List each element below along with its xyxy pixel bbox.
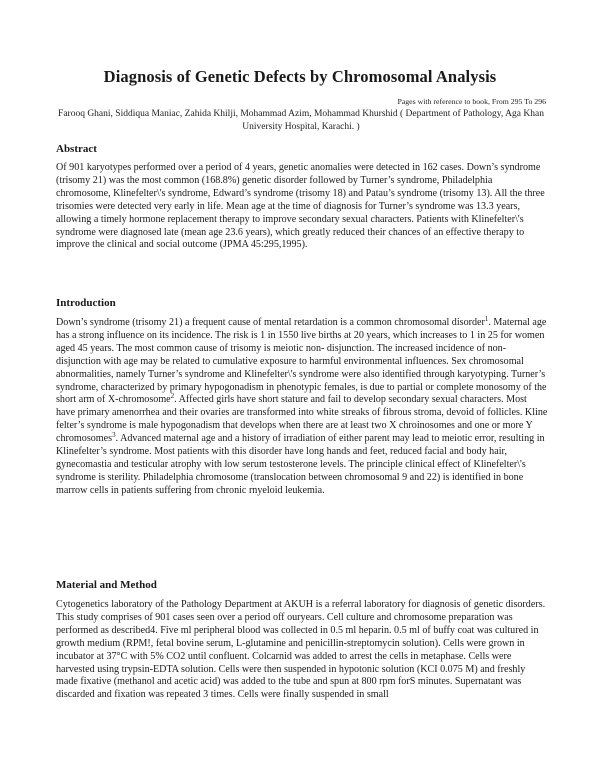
- intro-text-3: . Affected girls have short stature and fail to develop secondary sexual characters. Most have primary amenorrhea and their ovaries are transformed into white streaks of fibrous stroma, devoid of follicles. Kline felter’s syndrome is male hypogonadism that develops when there are at least two X chroinosomes and one or more Y chromosomes: [56, 394, 548, 445]
- reference-2: 2: [170, 392, 175, 401]
- intro-text-4: . Advanced maternal age and a history of irradiation of either parent may lead to meiotic error, resulting in Klinefelter’s syndrome. Most patients with this disorder have long hands and feet, reduced facial and body hair, gynecomastia and testicular atrophy with low serum testosterone levels. The principle clinical effect of Klinefelter\'s syndrome is sterility. Philadelphia chromosome (translocation between chromosomal 9 and 22) is identified in bone marrow cells in patients suffering from chronic rnyeloid leukemia.: [56, 433, 545, 496]
- introduction-heading: Introduction: [56, 297, 116, 309]
- intro-text-1: Down’s syndrome (trisomy 21) a frequent cause of mental retardation is a common chromosomal disorder: [56, 317, 485, 328]
- intro-text-2: . Maternal age has a strong influence on its incidence. The risk is 1 in 1550 live births at 20 years, which increases to 1 in 25 for women aged 45 years. The most common cause of trisomy is meiotic non- disjunction. The increased incidence of non-disjunction with age may be related to cumulative exposure to harmful environmental influences. Sex chromosomal abnormalities, namely Turner’s syndrome and Klinefelter\'s syndrome were also identified through karyotyping. Turner’s syndrome, characterized by primary hypogonadism in phenotypic females, is due to partial or complete monosomy of the short arm of X-chromosome: [56, 317, 547, 406]
- introduction-paragraph: [56, 317, 548, 498]
- methods-paragraph: Cytogenetics laboratory of the Pathology Department at AKUH is a referral laboratory for diagnosis of genetic disorders. This study comprises of 901 cases seen over a period off ouryears. Cell culture and chromosome preparation was performed as described4. Five ml peripheral blood was collected in 0.5 ml heparin. 0.5 ml of buffy coat was cultured in growth medium (RPM!, fetal bovine serum, L-glutamine and penicillin-streptomycin solution). Cells were grown in incubator at 37°C with 5% CO2 until confluent. Colcarnid was added to arrest the cells in metaphase. Cells were harvested using trypsin-EDTA solution. Cells were then suspended in hypotonic solution (KCI 0.075 M) and freshly made fixative (methanol and acetic acid) was added to the tube and spun at 800 rpm forS minutes. Supernatant was discarded and fixation was repeated 3 times. Cells were finally suspended in small: [56, 599, 546, 701]
- reference-1: 1: [484, 315, 489, 323]
- reference-3: 3: [112, 431, 116, 440]
- paper-title: Diagnosis of Genetic Defects by Chromosomal Analysis: [103, 67, 497, 86]
- page-reference-note: Pages with reference to book, From 295 To 296: [397, 97, 546, 106]
- abstract-heading: Abstract: [56, 143, 97, 155]
- author-affiliations: Farooq Ghani, Siddiqua Maniac, Zahida Khilji, Mohammad Azim, Mohammad Khurshid ( Department of Pathology, Aga Khan University Hospital, Karachi. ): [58, 109, 544, 132]
- methods-heading: Material and Method: [56, 579, 157, 591]
- abstract-paragraph: Of 901 karyotypes performed over a period of 4 years, genetic anomalies were detected in 162 cases. Down’s syndrome (trisomy 21) was the most common (168.8%) genetic disorder followed by Turner’s syndrome, Philadelphia chromosome, Klinefelter\'s syndrome, Edward’s syndrome (trisomy 18) and Patau’s syndrome (trisomy 13). All the three trisomies were detected very early in life. Mean age at the time of diagnosis for Turner’s syndrome was 13.3 years, allowing a timely hormone replacement therapy to improve secondary sexual characters. Patients with Klinefelter\'s syndrome were diagnosed late (mean age 23.6 years), which greatly reduced their chances of an effective therapy to improve the clinical and social outcome (JPMA 45:295,1995).: [56, 162, 545, 251]
